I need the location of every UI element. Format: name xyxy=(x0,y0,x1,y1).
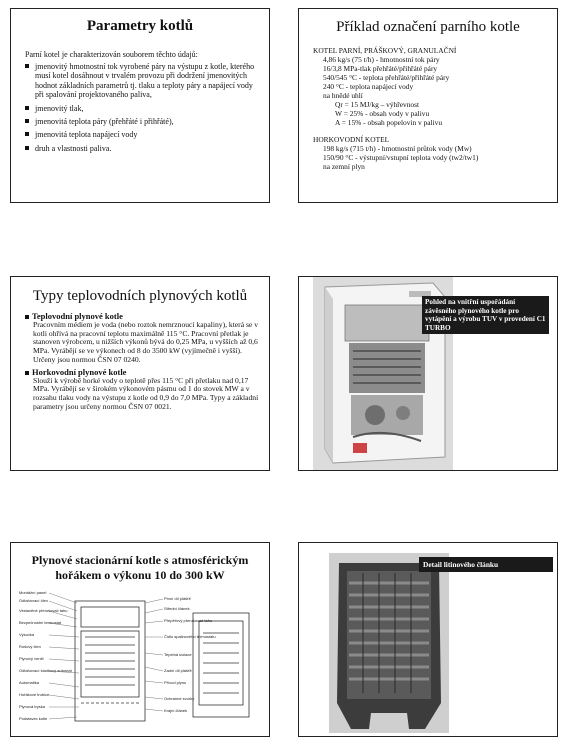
slide-stacionarni-kotle xyxy=(10,542,270,737)
spec-line: 150/90 °C - výstupní/vstupní teplota vody (tw2/tw1) xyxy=(323,153,479,162)
spec-line: A = 15% - obsah popelovin v palivu xyxy=(335,118,443,127)
diagram-label: Přepěťový přerušovač tahu xyxy=(164,618,213,623)
diagram-label: První díl plášťě xyxy=(164,596,191,601)
diagram-label: Ochranné svorky xyxy=(164,696,195,701)
diagram-label: Krajní článek xyxy=(164,708,188,713)
slide-typy-kotlu xyxy=(10,276,270,471)
slide-body xyxy=(313,46,549,171)
diagram-label: Čidlo spalinového termostatu xyxy=(164,634,216,639)
slide-title: Parametry kotlů xyxy=(86,18,194,34)
diagram-label: Automatika xyxy=(19,680,40,685)
slide-intro: Parní kotel je charakterizován souborem těchto údajů: xyxy=(25,50,198,59)
bullet-list xyxy=(25,62,261,157)
spec-line: 4,86 kg/s (75 t/h) - hmotnostní tok páry xyxy=(323,55,440,64)
diagram-label: Plynový ventil xyxy=(19,656,44,661)
section-heading: Horkovodní plynové kotle xyxy=(25,368,259,377)
diagram-label: Střední článek xyxy=(164,606,190,611)
section-heading: Teplovodní plynové kotle xyxy=(25,312,259,321)
diagram-label: Vestavěné přerušovač tahu xyxy=(19,608,68,613)
diagram-label: Podstavec kotle xyxy=(19,716,48,721)
spec-line: na hnědé uhlí xyxy=(323,91,363,100)
photo-caption: Detail litinového článku xyxy=(419,557,553,572)
cast-iron-section-photo xyxy=(329,553,449,733)
paragraph: Pracovním médiem je voda (nebo roztok nemrznoucí kapaliny), která se v kotli ohřívá na pracovní teplotu maximálně 115 °C. Pracovní přetlak je stanoven výrobcem, u nižších výkonů bývá do 0,25 MPa, u vyšších až 0,6 MPa. Vyrábějí se ve výkonech od 8 do 3500 kW (vyjímečně i vyšší). Určeny jsou normou ČSN 07 0240. xyxy=(33,319,258,364)
slide-title: Plynové stacionární kotle s atmosférickým hořákem o výkonu 10 do 300 kW xyxy=(31,553,249,582)
diagram-label: Bezpečnostní termostat xyxy=(19,620,62,625)
slide-litinovy-clanek xyxy=(298,542,558,737)
spec-line: 540/545 °C - teplota přehřáté/přihřáté páry xyxy=(323,73,450,82)
slide-title: Příklad označení parního kotle xyxy=(336,19,520,35)
slide-body xyxy=(25,310,259,415)
diagram-label: Zadní díl plášťě xyxy=(164,668,192,673)
spec-line: 240 °C - teplota napájecí vody xyxy=(323,82,414,91)
list-item: jmenovitý hmotnostní tok vyrobené páry na výstupu z kotle, kterého musí kotel dosáhnout v trvalém provozu při dodržení jmenovitých hodnot základních parametrů tj. tlaku a teploty páry a napájecí vody při spalování projektovaného paliva, xyxy=(25,62,261,100)
spec-line: W = 25% - obsah vody v palivu xyxy=(335,109,430,118)
slide-title: Typy teplovodních plynových kotlů xyxy=(32,288,248,304)
diagram-label: Rošový člen xyxy=(19,644,41,649)
diagram-label: Plynová tryska xyxy=(19,704,46,709)
diagram-label: Odtahovací kladkový automat xyxy=(19,668,72,673)
spec-line: na zemní plyn xyxy=(323,162,365,171)
slide-parametry-kotlu xyxy=(10,8,270,203)
spec-line: 198 kg/s (715 t/h) - hmotnostní průtok vody (Mw) xyxy=(323,144,472,153)
slide-priklad-oznaceni xyxy=(298,8,558,203)
spec-line: 16/3,8 MPa-tlak přehřáté/přihřáté páry xyxy=(323,64,438,73)
diagram-label: Tepelná izolace xyxy=(164,652,192,657)
list-item: jmenovitá teplota napájecí vody xyxy=(25,130,261,139)
slide-zavesny-kotel xyxy=(298,276,558,471)
diagram-label: Odtahovací člen xyxy=(19,598,48,603)
diagram-label: Výsuvka xyxy=(19,632,35,637)
photo-caption: Pohled na vnitřní uspořádání závěsného plynového kotle pro vytápění a výrobu TUV v provedení C1 TURBO xyxy=(422,296,549,334)
list-item: jmenovitá teplota páry (přehřáté i přihřáté), xyxy=(25,117,261,126)
list-item: jmenovitý tlak, xyxy=(25,104,261,113)
diagram-label: Přívod plynu xyxy=(164,680,187,685)
section-heading: KOTEL PARNÍ, PRÁŠKOVÝ, GRANULAČNÍ xyxy=(313,46,457,55)
boiler-cross-section-diagram xyxy=(17,587,263,733)
section-heading: HORKOVODNÍ KOTEL xyxy=(313,135,390,144)
list-item: druh a vlastnosti paliva. xyxy=(25,144,261,153)
spec-line: Qr = 15 MJ/kg – výhřevnost xyxy=(335,100,420,109)
paragraph: Slouží k výrobě horké vody o teplotě přes 115 °C při přetlaku nad 0,17 MPa. Vyrábějí se v širokém výkonovém pásmu od 1 do stovek MW a v rozsahu tlaku vody na výstupu z kotle od 0,9 do 7,0 MPa. Typy a základní parametry jsou určeny normou ČSN 07 0021. xyxy=(33,375,259,411)
diagram-label: Hořákové trubice xyxy=(19,692,50,697)
diagram-label: Montážní panel xyxy=(19,590,47,595)
